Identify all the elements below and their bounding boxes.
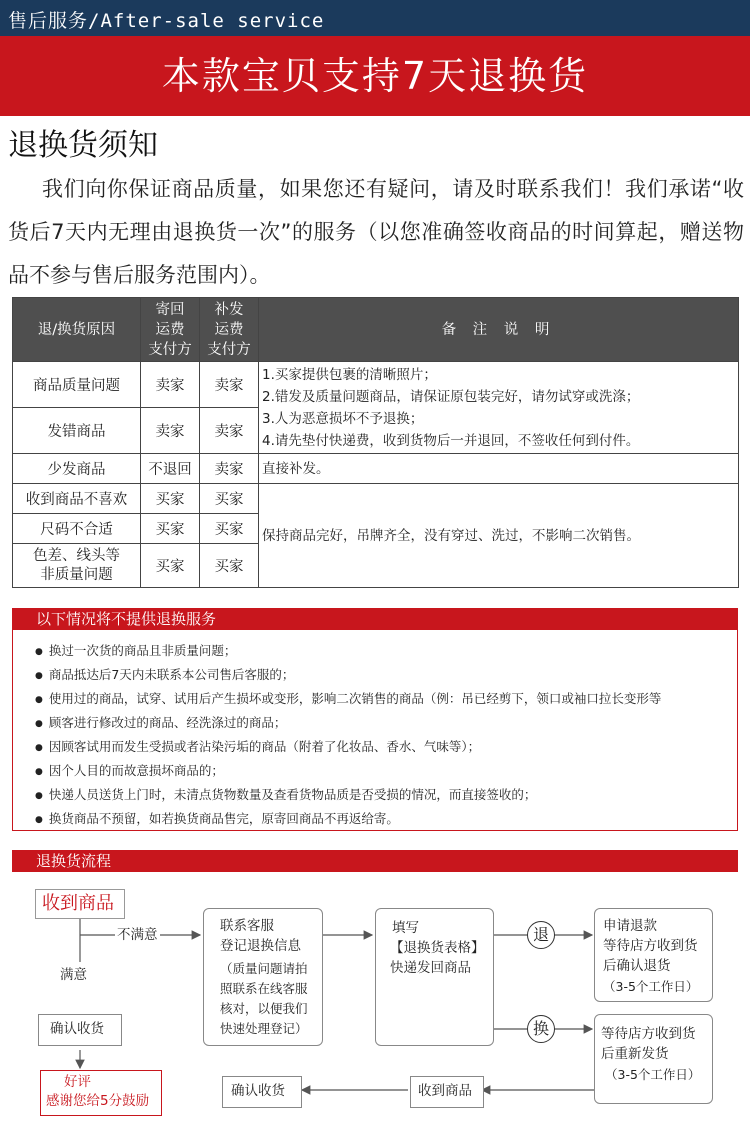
flow-section-header: 退换货流程	[12, 850, 738, 872]
header-bar	[0, 0, 750, 36]
list-item: ● 顾客进行修改过的商品、经洗涤过的商品；	[35, 713, 286, 731]
header-remark: 备 注 说 明	[259, 298, 739, 362]
flow-review-box: 好评 感谢您给5分鼓励	[40, 1070, 162, 1116]
table-row: 尺码不合适 买家 买家	[13, 514, 739, 544]
list-item: ● 换过一次货的商品且非质量问题；	[35, 641, 236, 659]
flow-contact-box: 联系客服 登记退换信息 （质量问题请拍 照联系在线客服 核对，以便我们 快速处理登记）	[203, 908, 323, 1046]
table-row: 色差、线头等 非质量问题 买家 买家	[13, 544, 739, 588]
notice-title: 退换货须知	[8, 128, 158, 163]
list-item: ● 快递人员送货上门时，未清点货物数量及查看货物品质是否受损的情况，而直接签收的；	[35, 785, 536, 803]
header-title: 售后服务/After-sale service	[8, 10, 325, 32]
list-item: ● 换货商品不预留，如若换货商品售完，原寄回商品不再返给寄。	[35, 809, 399, 827]
table-row: 商品质量问题 卖家 卖家 1.买家提供包裹的清晰照片； 2.错发及质量问题商品，请保证原包装完好，请勿试穿或洗涤； 3.人为恶意损坏不予退换； 4.请先垫付快递费，收到货物后一并退回，不签收任何到付件。	[13, 362, 739, 408]
table-row: 发错商品 卖家 卖家	[13, 408, 739, 454]
table-row: 收到商品不喜欢 买家 买家 保持商品完好，吊牌齐全，没有穿过、洗过，不影响二次销售。	[13, 484, 739, 514]
table-header-row	[13, 298, 739, 362]
header-reason: 退/换货原因	[13, 298, 141, 362]
notice-intro: 我们向你保证商品质量，如果您还有疑问，请及时联系我们！我们承诺“收货后7天内无理由退换货一次”的服务（以您准确签收商品的时间算起，赠送物品不参与售后服务范围内）。	[8, 177, 744, 287]
return-policy-table	[12, 297, 739, 588]
list-item: ● 使用过的商品，试穿、试用后产生损坏或变形，影响二次销售的商品（例：吊已经剪下，领口或袖口拉长变形等	[35, 689, 661, 707]
table-row: 少发商品 不退回 卖家 直接补发。	[13, 454, 739, 484]
list-item: ● 商品抵达后7天内未联系本公司售后客服的；	[35, 665, 294, 683]
flow-confirm-box: 确认收货	[38, 1014, 122, 1046]
flow-exchange-box: 等待店方收到货 后重新发货 （3-5个工作日）	[594, 1014, 713, 1104]
flow-satisfied-label: 满意	[60, 967, 87, 983]
no-return-section-header: 以下情况将不提供退换服务	[12, 608, 738, 630]
flow-receive-box: 收到商品	[35, 889, 125, 919]
refund-symbol: 退	[527, 921, 555, 949]
flow-refund-box: 申请退款 等待店方收到货 后确认退货 （3-5个工作日）	[594, 908, 713, 1002]
flow-fill-box: 填写 【退换货表格】 快递发回商品	[375, 908, 494, 1046]
flow-receive2-box: 收到商品	[410, 1076, 484, 1108]
flow-unsatisfied-label: 不满意	[117, 927, 158, 943]
return-policy-banner: 本款宝贝支持7天退换货	[0, 36, 750, 116]
header-return-fee: 寄回 运费 支付方	[141, 298, 200, 362]
header-resend-fee: 补发 运费 支付方	[200, 298, 259, 362]
no-return-list	[12, 630, 738, 831]
list-item: ● 因个人目的而故意损坏商品的；	[35, 761, 224, 779]
preference-note: 保持商品完好，吊牌齐全，没有穿过、洗过，不影响二次销售。	[259, 484, 739, 588]
quality-notes: 1.买家提供包裹的清晰照片； 2.错发及质量问题商品，请保证原包装完好，请勿试穿或洗涤； 3.人为恶意损坏不予退换； 4.请先垫付快递费，收到货物后一并退回，不签收任何到付件。	[259, 362, 739, 454]
exchange-symbol: 换	[527, 1015, 555, 1043]
list-item: ● 因顾客试用而发生受损或者沾染污垢的商品（附着了化妆品、香水、气味等）；	[35, 737, 480, 755]
flow-confirm2-box: 确认收货	[222, 1076, 302, 1108]
